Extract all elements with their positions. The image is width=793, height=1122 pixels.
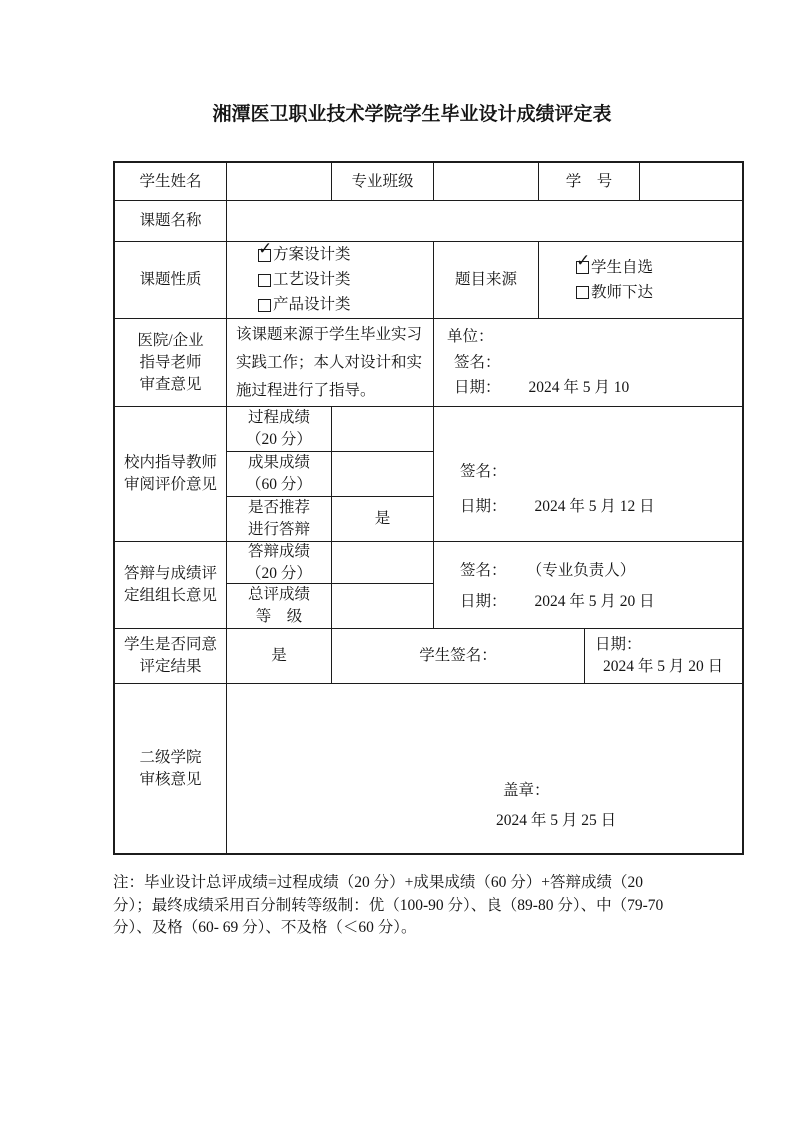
defense-opinion-label: 答辩与成绩评 定组组长意见 bbox=[115, 542, 227, 629]
checkbox-checked-icon[interactable] bbox=[576, 261, 589, 274]
student-info-row bbox=[115, 163, 742, 201]
student-name-field[interactable] bbox=[227, 163, 332, 201]
checkbox-unchecked-icon[interactable] bbox=[258, 274, 271, 287]
hospital-sign-block bbox=[434, 319, 742, 407]
topic-nature-option[interactable] bbox=[258, 293, 351, 318]
evaluation-table bbox=[113, 161, 744, 855]
student-sign-label[interactable]: 学生签名： bbox=[332, 629, 585, 684]
option-label: 方案设计类 bbox=[273, 246, 351, 263]
major-class-field[interactable] bbox=[434, 163, 539, 201]
date-label: 日期： bbox=[460, 592, 507, 610]
date-line bbox=[447, 377, 629, 399]
option-label: 学生自选 bbox=[591, 258, 654, 276]
sign-line bbox=[460, 560, 635, 582]
date-value: 2024 年 5 月 20 日 bbox=[534, 592, 655, 610]
process-score-label: 过程成绩 （20 分） bbox=[227, 407, 332, 452]
recommend-defense-label: 是否推荐 进行答辩 bbox=[227, 497, 332, 542]
footnote-line: 分）；最终成绩采用百分制转等级制：优（100-90 分）、良（89-80 分）、中（79-70 bbox=[113, 896, 664, 914]
student-id-field[interactable] bbox=[640, 163, 742, 201]
checkbox-unchecked-icon[interactable] bbox=[258, 299, 271, 312]
topic-nature-option[interactable] bbox=[258, 268, 351, 293]
date-line bbox=[460, 496, 655, 518]
topic-nature-option[interactable] bbox=[258, 243, 351, 268]
date-label: 日期： bbox=[454, 378, 501, 396]
footnote-line: 注：毕业设计总评成绩=过程成绩（20 分）+成果成绩（60 分）+答辩成绩（20 bbox=[113, 874, 643, 891]
seal-label: 盖章： bbox=[503, 782, 550, 799]
footnote bbox=[113, 872, 753, 940]
option-label: 产品设计类 bbox=[273, 296, 351, 313]
page-title: 湘潭医卫职业技术学院学生毕业设计成绩评定表 bbox=[212, 104, 612, 125]
student-name-label: 学生姓名 bbox=[115, 163, 227, 201]
hospital-opinion-comment[interactable]: 该课题来源于学生毕业实习实践工作；本人对设计和实施过程进行了指导。 bbox=[227, 319, 434, 407]
date-label: 日期： bbox=[595, 636, 642, 653]
date-line bbox=[460, 591, 655, 613]
advisor-opinion-label: 校内指导教师 审阅评价意见 bbox=[115, 407, 227, 542]
final-grade-label: 总评成绩 等 级 bbox=[227, 584, 332, 629]
checkbox-unchecked-icon[interactable] bbox=[576, 286, 589, 299]
topic-source-option[interactable] bbox=[576, 280, 653, 305]
checkbox-checked-icon[interactable] bbox=[258, 249, 271, 262]
date-value: 2024 年 5 月 12 日 bbox=[534, 497, 655, 515]
advisor-opinion-block bbox=[115, 407, 742, 542]
topic-name-label: 课题名称 bbox=[115, 201, 227, 242]
topic-nature-options bbox=[227, 242, 434, 319]
student-id-label: 学 号 bbox=[539, 163, 640, 201]
college-opinion-label: 二级学院 审核意见 bbox=[115, 684, 227, 853]
unit-label: 单位： bbox=[447, 328, 494, 346]
student-agreement-row bbox=[115, 629, 742, 684]
process-score-field[interactable] bbox=[332, 407, 434, 452]
student-date-block bbox=[585, 629, 742, 684]
student-agreement-value[interactable]: 是 bbox=[227, 629, 332, 684]
college-opinion-field[interactable] bbox=[227, 684, 742, 853]
topic-name-field[interactable] bbox=[227, 201, 742, 242]
topic-source-label: 题目来源 bbox=[434, 242, 539, 319]
advisor-sign-block bbox=[434, 407, 742, 542]
date-value: 2024 年 5 月 10 bbox=[528, 378, 630, 396]
sign-note: （专业负责人） bbox=[534, 561, 636, 579]
date-label: 日期： bbox=[460, 497, 507, 515]
topic-source-option[interactable] bbox=[576, 255, 653, 280]
student-agreement-label: 学生是否同意 评定结果 bbox=[115, 629, 227, 684]
defense-opinion-block bbox=[115, 542, 742, 629]
topic-source-options bbox=[539, 242, 742, 319]
defense-sign-block bbox=[434, 542, 742, 629]
sign-label[interactable]: 签名： bbox=[460, 561, 507, 579]
date-value: 2024 年 5 月 25 日 bbox=[496, 812, 617, 829]
topic-nature-row bbox=[115, 242, 742, 319]
sign-label[interactable]: 签名： bbox=[460, 462, 507, 480]
footnote-line: 分）、及格（60- 69 分）、不及格（＜60 分）。 bbox=[113, 919, 417, 936]
topic-nature-label: 课题性质 bbox=[115, 242, 227, 319]
result-score-field[interactable] bbox=[332, 452, 434, 497]
major-class-label: 专业班级 bbox=[332, 163, 434, 201]
result-score-label: 成果成绩 （60 分） bbox=[227, 452, 332, 497]
defense-score-field[interactable] bbox=[332, 542, 434, 584]
defense-score-label: 答辩成绩 （20 分） bbox=[227, 542, 332, 584]
hospital-opinion-row bbox=[115, 319, 742, 407]
college-opinion-row bbox=[115, 684, 742, 853]
final-grade-field[interactable] bbox=[332, 584, 434, 629]
topic-name-row bbox=[115, 201, 742, 242]
sign-label[interactable]: 签名： bbox=[454, 353, 501, 371]
option-label: 工艺设计类 bbox=[273, 271, 351, 288]
date-value: 2024 年 5 月 20 日 bbox=[603, 658, 724, 675]
recommend-defense-value[interactable]: 是 bbox=[332, 497, 434, 542]
option-label: 教师下达 bbox=[591, 283, 654, 301]
hospital-opinion-label: 医院/企业 指导老师 审查意见 bbox=[115, 319, 227, 407]
